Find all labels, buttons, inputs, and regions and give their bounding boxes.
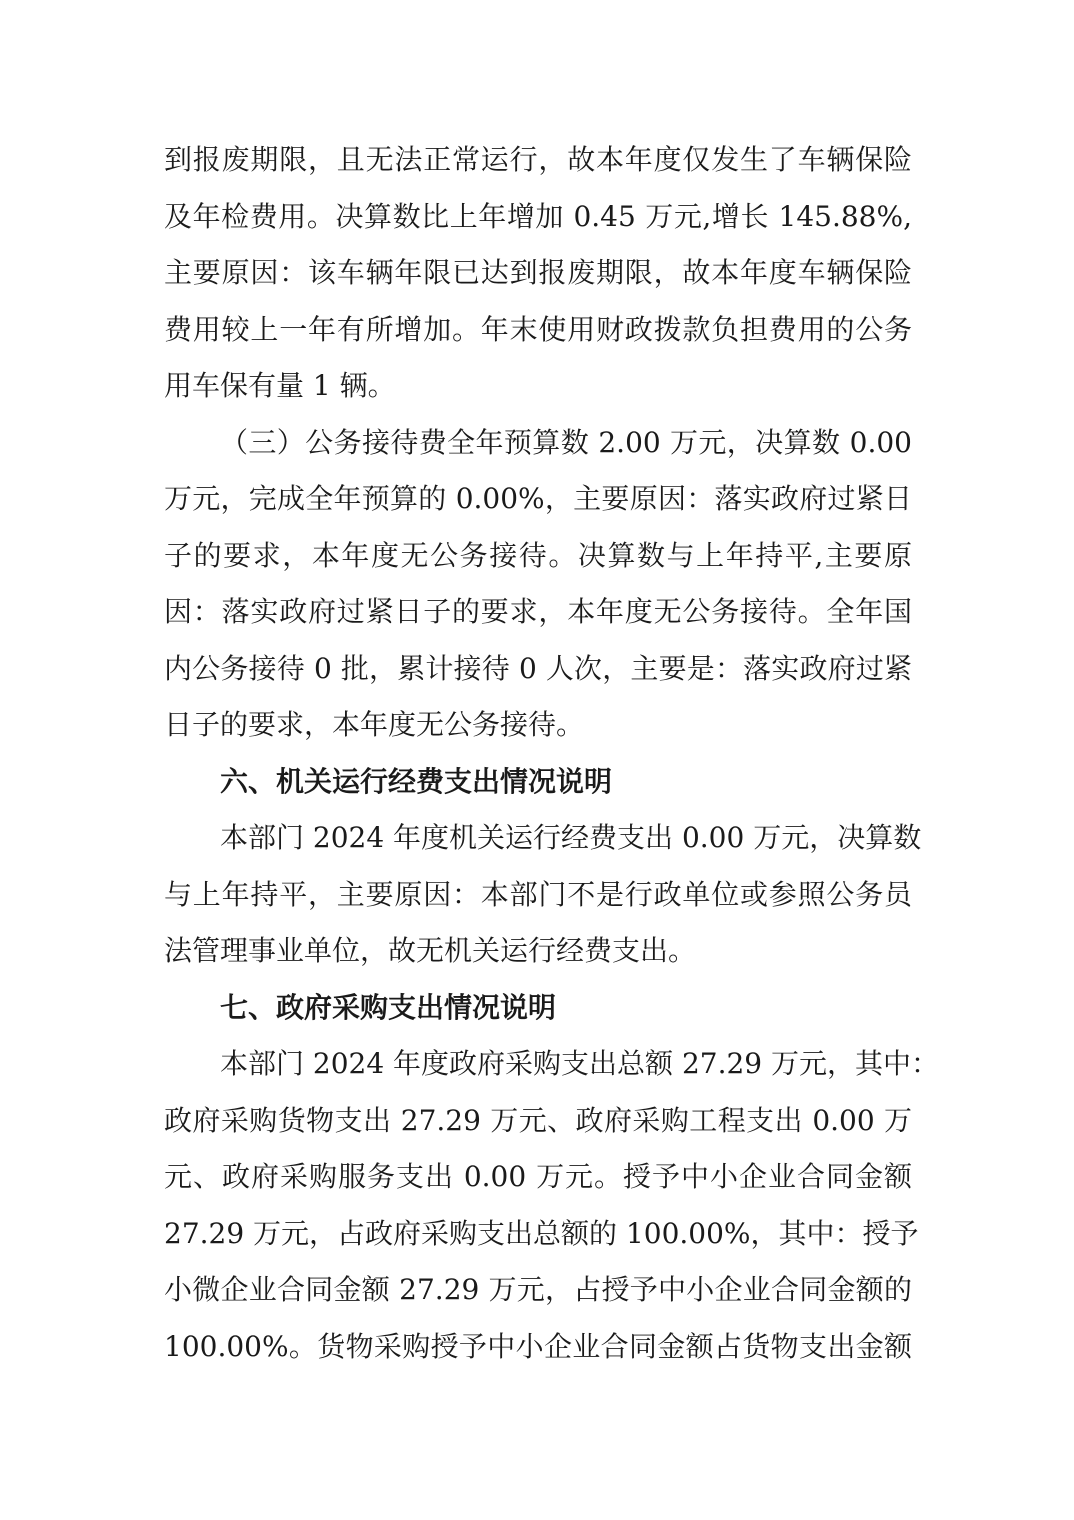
text-line: 27.29 万元，占政府采购支出总额的 100.00%，其中：授予 — [164, 1216, 919, 1250]
section-heading: 六、机关运行经费支出情况说明 — [220, 764, 613, 798]
text-line: 与上年持平，主要原因：本部门不是行政单位或参照公务员 — [164, 877, 912, 911]
paragraph-start-line: 本部门 2024 年度政府采购支出总额 27.29 万元，其中： — [220, 1047, 940, 1080]
text-line: 用车保有量 1 辆。 — [164, 369, 396, 402]
text-line: 因：落实政府过紧日子的要求，本年度无公务接待。全年国 — [164, 595, 912, 628]
text-line: 100.00%。货物采购授予中小企业合同金额占货物支出金额 — [164, 1329, 912, 1363]
text-line: 及年检费用。决算数比上年增加 0.45 万元,增长 145.88%, — [164, 199, 912, 233]
section-heading: 七、政府采购支出情况说明 — [220, 990, 557, 1024]
text-line: 到报废期限，且无法正常运行，故本年度仅发生了车辆保险 — [164, 143, 912, 176]
document-body — [164, 132, 940, 1375]
text-line: 元、政府采购服务支出 0.00 万元。授予中小企业合同金额 — [164, 1160, 912, 1193]
text-line: 小微企业合同金额 27.29 万元，占授予中小企业合同金额的 — [164, 1273, 912, 1306]
text-line: 法管理事业单位，故无机关运行经费支出。 — [164, 934, 697, 967]
paragraph-start-line: （三）公务接待费全年预算数 2.00 万元，决算数 0.00 — [220, 425, 912, 459]
text-line: 子的要求，本年度无公务接待。决算数与上年持平,主要原 — [164, 538, 912, 572]
text-line: 费用较上一年有所增加。年末使用财政拨款负担费用的公务 — [164, 312, 912, 346]
paragraph-start-line: 本部门 2024 年度机关运行经费支出 0.00 万元，决算数 — [220, 821, 922, 854]
text-line: 内公务接待 0 批，累计接待 0 人次，主要是：落实政府过紧 — [164, 651, 912, 685]
text-line: 日子的要求，本年度无公务接待。 — [164, 708, 585, 741]
text-line: 万元，完成全年预算的 0.00%，主要原因：落实政府过紧日 — [164, 482, 912, 515]
text-line: 主要原因：该车辆年限已达到报废期限，故本年度车辆保险 — [164, 256, 912, 289]
text-line: 政府采购货物支出 27.29 万元、政府采购工程支出 0.00 万 — [164, 1103, 912, 1137]
